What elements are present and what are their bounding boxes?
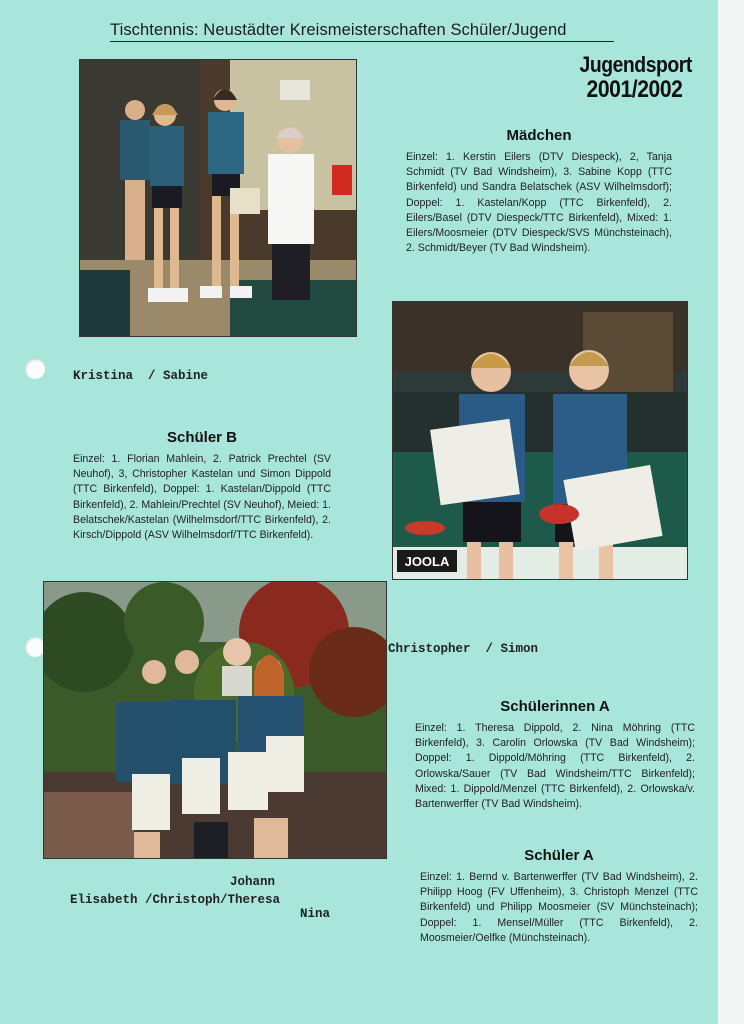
section-maedchen [406,127,672,256]
section-schueler-b [73,429,331,543]
text-schueler-a: Einzel: 1. Bernd v. Bartenwerffer (TV Bad Windsheim), 2. Philipp Hoog (FV Uffenheim), 3. Christoph Menzel (TTC Birkenfeld) und Philipp Moosmeier (SV Münchsteinach); Doppel: 1. Mensel/Müller (TTC Birkenfeld), 2. Moosmeier/Oelfke (Münchsteinach). [420,871,698,944]
heading-schuelerinnen-a: Schülerinnen A [500,698,610,715]
caption-photo-2: Christopher / Simon [388,642,539,656]
section-schueler-a [420,847,698,946]
season-badge [580,52,690,103]
photo-group [43,581,387,859]
heading-maedchen: Mädchen [506,127,572,144]
punch-hole-lower [25,637,45,657]
caption-photo-3-line-2: Elisabeth /Christoph/Theresa [70,893,281,907]
section-schuelerinnen-a [415,698,695,812]
text-schuelerinnen-a: Einzel: 1. Theresa Dippold, 2. Nina Möhring (TTC Birkenfeld), 3. Carolin Orlowska (TV Bad Windsheim); Doppel: 1. Dippold/Möhring (TTC Birkenfeld), 2. Orlowska/Sauer (TV Bad Windsheim/TTC Birkenfeld); Mixed: 1. Dippold/Menzel (TTC Birkenfeld), 2. Orlowska/v. Bartenwerffer (TV Bad Windsheim). [415,722,695,811]
photo-two-boys [392,301,688,580]
text-maedchen: Einzel: 1. Kerstin Eilers (DTV Diespeck), 2, Tanja Schmidt (TV Bad Windsheim), 3. Sabine Kopp (TTC Birkenfeld) und Sandra Belatschek (ASV Wilhelmsdorf); Doppel: 1. Kastelan/Kopp (TTC Birkenfeld), 2. Eilers/Basel (DTV Diespeck/TTC Birkenfeld), Mixed: 1. Eilers/Moosmeier (DTV Diespeck/SVS Münchsteinach), 2. Schmidt/Beyer (TV Bad Windsheim). [406,151,672,255]
badge-line-2: 2001/2002 [586,76,683,103]
badge-line-1: Jugendsport [579,52,692,77]
caption-photo-1: Kristina / Sabine [73,369,209,383]
banner-text: JOOLA [404,554,450,569]
page-edge [718,0,744,1024]
photo-award-handover [79,59,357,337]
heading-schueler-a: Schüler A [524,847,594,864]
page-title: Tischtennis: Neustädter Kreismeisterschaften Schüler/Jugend [110,21,614,42]
text-schueler-b: Einzel: 1. Florian Mahlein, 2. Patrick Prechtel (SV Neuhof), 3, Christopher Kastelan und Simon Dippold (TTC Birkenfeld), Doppel: 1. Kastelan/Dippold (TTC Birkenfeld), 2. Mahlein/Prechtel (SV Neuhof), Meied: 1. Belatschek/Kastelan (Wilhelmsdorf/TTC Birkenfeld), 2. Kirsch/Dippold (ASV Wilhelmsdorf/TTC Birkenfeld). [73,453,331,542]
caption-photo-3-line-1: Johann [230,875,276,889]
heading-schueler-b: Schüler B [166,429,238,446]
caption-photo-3-line-3: Nina [300,907,331,921]
banner-label [397,550,457,572]
punch-hole-upper [25,359,45,379]
